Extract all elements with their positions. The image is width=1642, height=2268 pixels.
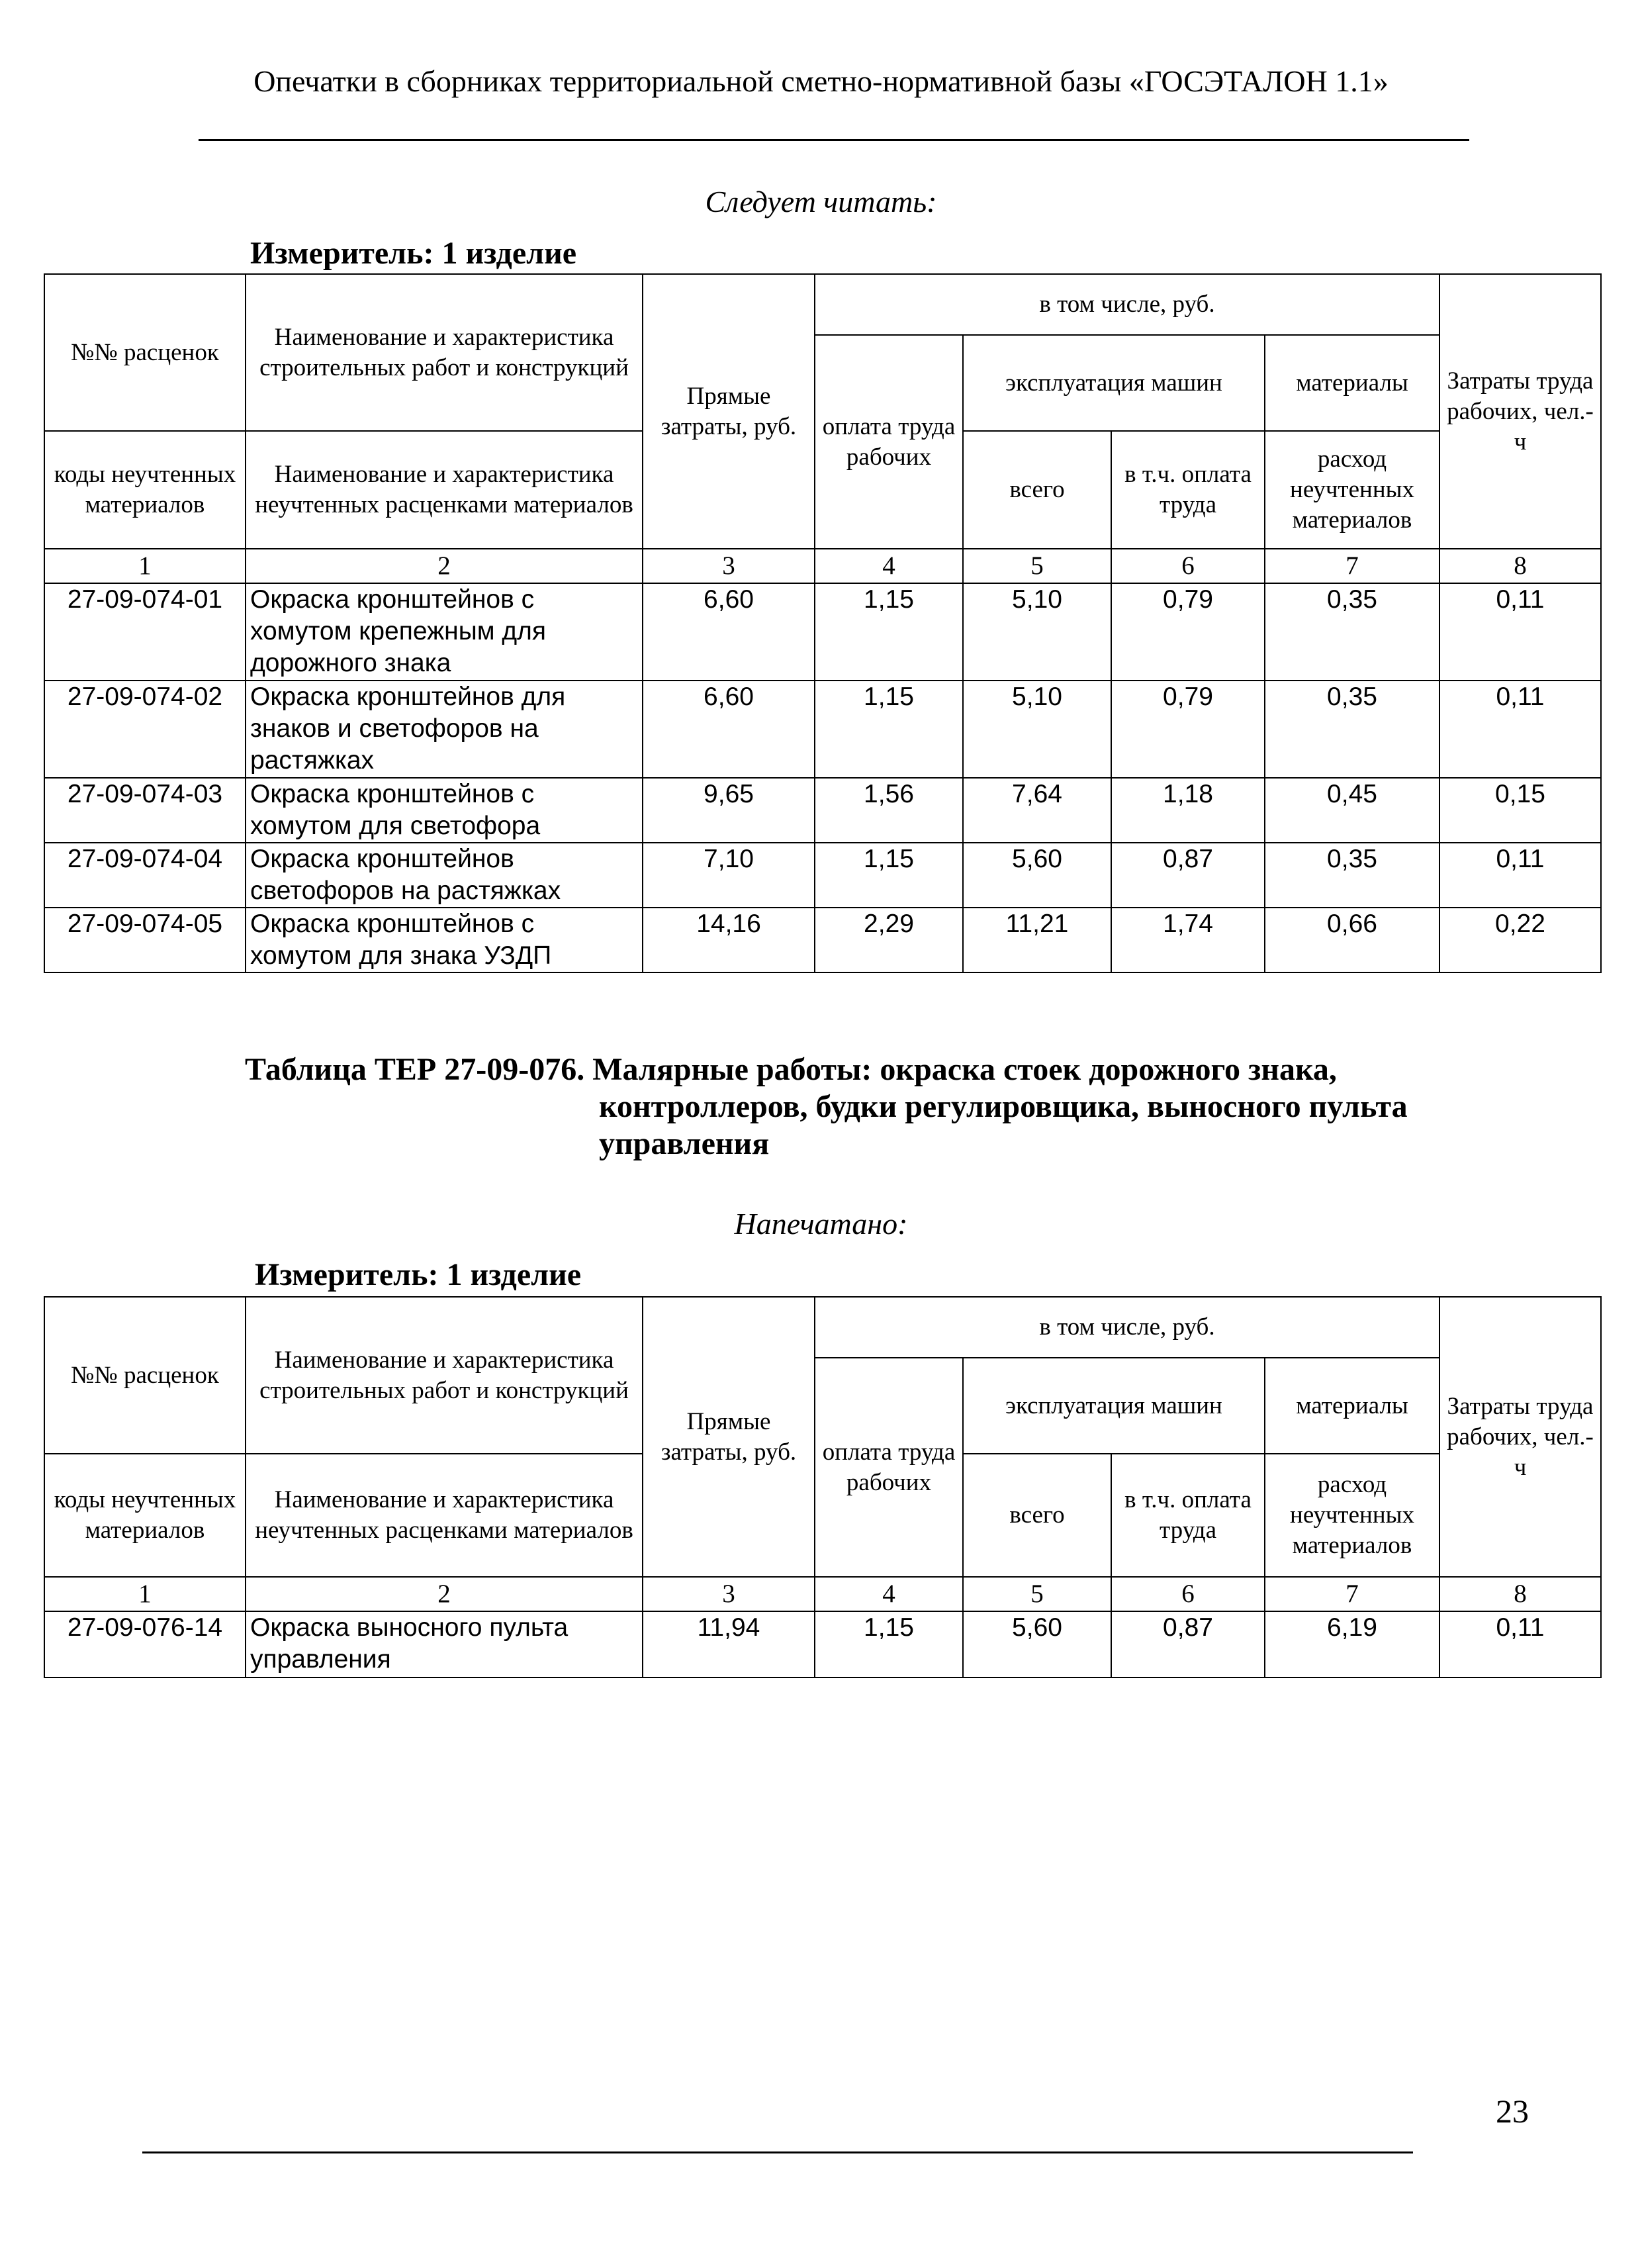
machines-total-value: 5,60 bbox=[963, 1611, 1111, 1677]
table-row bbox=[44, 778, 1601, 843]
incl-labor-value: 1,74 bbox=[1111, 908, 1265, 972]
col-header-machines: эксплуатация машин bbox=[963, 1358, 1265, 1454]
col-number: 5 bbox=[963, 1577, 1111, 1611]
table-row bbox=[44, 583, 1601, 681]
col-number: 1 bbox=[44, 549, 246, 583]
col-header-material-name: Наименование и характеристика неучтенных расценками материалов bbox=[246, 431, 643, 549]
machines-total-value: 11,21 bbox=[963, 908, 1111, 972]
section2-caption: Напечатано: bbox=[734, 1207, 908, 1241]
labor-cost-value: 0,11 bbox=[1439, 843, 1601, 908]
col-number: 2 bbox=[246, 1577, 643, 1611]
col-header-labor-cost: Затраты труда рабочих, чел.-ч bbox=[1439, 274, 1601, 549]
direct-cost-value: 7,10 bbox=[643, 843, 815, 908]
materials-value: 6,19 bbox=[1265, 1611, 1439, 1677]
header-rule bbox=[199, 139, 1469, 141]
col-number: 8 bbox=[1439, 549, 1601, 583]
table-title-line2: контроллеров, будки регулировщика, выносного пульта bbox=[599, 1089, 1408, 1124]
incl-labor-value: 0,79 bbox=[1111, 583, 1265, 681]
table-row bbox=[44, 843, 1601, 908]
labor-pay-value: 1,56 bbox=[815, 778, 963, 843]
col-header-materials: материалы bbox=[1265, 1358, 1439, 1454]
materials-value: 0,35 bbox=[1265, 583, 1439, 681]
labor-pay-value: 1,15 bbox=[815, 583, 963, 681]
table-title bbox=[245, 1051, 1408, 1162]
labor-cost-value: 0,22 bbox=[1439, 908, 1601, 972]
labor-pay-value: 1,15 bbox=[815, 1611, 963, 1677]
incl-labor-value: 0,87 bbox=[1111, 843, 1265, 908]
col-number: 7 bbox=[1265, 1577, 1439, 1611]
col-header-machines-total: всего bbox=[963, 1454, 1111, 1577]
col-header-rate-no: №№ расценок bbox=[44, 274, 246, 431]
col-number: 5 bbox=[963, 549, 1111, 583]
col-header-direct-costs: Прямые затраты, руб. bbox=[643, 1297, 815, 1577]
section1-measure: Измеритель: 1 изделие bbox=[250, 236, 577, 271]
col-number: 4 bbox=[815, 1577, 963, 1611]
table-row bbox=[44, 681, 1601, 778]
col-header-material-name: Наименование и характеристика неучтенных расценками материалов bbox=[246, 1454, 643, 1577]
labor-pay-value: 1,15 bbox=[815, 843, 963, 908]
work-description: Окраска кронштейнов с хомутом для светофора bbox=[246, 778, 643, 843]
col-header-work-name: Наименование и характеристика строительных работ и конструкций bbox=[246, 274, 643, 431]
table-title-line3: управления bbox=[599, 1126, 770, 1161]
direct-cost-value: 14,16 bbox=[643, 908, 815, 972]
table-title-line1: Таблица ТЕР 27-09-076. Малярные работы: окраска стоек дорожного знака, bbox=[245, 1052, 1337, 1087]
machines-total-value: 7,64 bbox=[963, 778, 1111, 843]
col-header-material-codes: коды неучтенных материалов bbox=[44, 431, 246, 549]
section1-caption: Следует читать: bbox=[705, 185, 937, 218]
col-header-material-consumption: расход неучтенных материалов bbox=[1265, 431, 1439, 549]
section1-table bbox=[44, 273, 1602, 973]
machines-total-value: 5,10 bbox=[963, 583, 1111, 681]
work-description: Окраска выносного пульта управления bbox=[246, 1611, 643, 1677]
col-header-labor-cost: Затраты труда рабочих, чел.-ч bbox=[1439, 1297, 1601, 1577]
direct-cost-value: 11,94 bbox=[643, 1611, 815, 1677]
materials-value: 0,35 bbox=[1265, 843, 1439, 908]
col-number: 8 bbox=[1439, 1577, 1601, 1611]
col-number: 6 bbox=[1111, 549, 1265, 583]
materials-value: 0,45 bbox=[1265, 778, 1439, 843]
labor-cost-value: 0,11 bbox=[1439, 681, 1601, 778]
col-header-material-codes: коды неучтенных материалов bbox=[44, 1454, 246, 1577]
materials-value: 0,66 bbox=[1265, 908, 1439, 972]
rate-code: 27-09-074-04 bbox=[44, 843, 246, 908]
table-row bbox=[44, 908, 1601, 972]
col-header-direct-costs: Прямые затраты, руб. bbox=[643, 274, 815, 549]
col-header-labor-pay: оплата труда рабочих bbox=[815, 1358, 963, 1577]
col-header-incl-labor: в т.ч. оплата труда bbox=[1111, 1454, 1265, 1577]
footer-rule bbox=[142, 2151, 1413, 2153]
col-header-labor-pay: оплата труда рабочих bbox=[815, 335, 963, 549]
col-number: 7 bbox=[1265, 549, 1439, 583]
work-description: Окраска кронштейнов с хомутом для знака УЗДП bbox=[246, 908, 643, 972]
col-header-incl-labor: в т.ч. оплата труда bbox=[1111, 431, 1265, 549]
col-header-including: в том числе, руб. bbox=[815, 274, 1439, 335]
machines-total-value: 5,60 bbox=[963, 843, 1111, 908]
machines-total-value: 5,10 bbox=[963, 681, 1111, 778]
incl-labor-value: 0,79 bbox=[1111, 681, 1265, 778]
work-description: Окраска кронштейнов с хомутом крепежным для дорожного знака bbox=[246, 583, 643, 681]
col-header-machines: эксплуатация машин bbox=[963, 335, 1265, 431]
section2-table bbox=[44, 1296, 1602, 1678]
direct-cost-value: 9,65 bbox=[643, 778, 815, 843]
work-description: Окраска кронштейнов для знаков и светофоров на растяжках bbox=[246, 681, 643, 778]
col-header-machines-total: всего bbox=[963, 431, 1111, 549]
incl-labor-value: 1,18 bbox=[1111, 778, 1265, 843]
labor-cost-value: 0,11 bbox=[1439, 583, 1601, 681]
col-header-material-consumption: расход неучтенных материалов bbox=[1265, 1454, 1439, 1577]
labor-cost-value: 0,11 bbox=[1439, 1611, 1601, 1677]
document-header-title: Опечатки в сборниках территориальной сметно-нормативной базы «ГОСЭТАЛОН 1.1» bbox=[253, 64, 1389, 98]
rate-code: 27-09-074-05 bbox=[44, 908, 246, 972]
col-header-rate-no: №№ расценок bbox=[44, 1297, 246, 1454]
col-header-materials: материалы bbox=[1265, 335, 1439, 431]
col-number: 4 bbox=[815, 549, 963, 583]
section2-measure: Измеритель: 1 изделие bbox=[255, 1257, 582, 1292]
col-number: 2 bbox=[246, 549, 643, 583]
col-number: 3 bbox=[643, 549, 815, 583]
labor-pay-value: 1,15 bbox=[815, 681, 963, 778]
col-number: 3 bbox=[643, 1577, 815, 1611]
rate-code: 27-09-074-03 bbox=[44, 778, 246, 843]
col-header-including: в том числе, руб. bbox=[815, 1297, 1439, 1358]
table-row bbox=[44, 1611, 1601, 1677]
col-number: 1 bbox=[44, 1577, 246, 1611]
direct-cost-value: 6,60 bbox=[643, 681, 815, 778]
work-description: Окраска кронштейнов светофоров на растяжках bbox=[246, 843, 643, 908]
rate-code: 27-09-076-14 bbox=[44, 1611, 246, 1677]
col-header-work-name: Наименование и характеристика строительных работ и конструкций bbox=[246, 1297, 643, 1454]
direct-cost-value: 6,60 bbox=[643, 583, 815, 681]
materials-value: 0,35 bbox=[1265, 681, 1439, 778]
labor-cost-value: 0,15 bbox=[1439, 778, 1601, 843]
rate-code: 27-09-074-01 bbox=[44, 583, 246, 681]
incl-labor-value: 0,87 bbox=[1111, 1611, 1265, 1677]
col-number: 6 bbox=[1111, 1577, 1265, 1611]
labor-pay-value: 2,29 bbox=[815, 908, 963, 972]
rate-code: 27-09-074-02 bbox=[44, 681, 246, 778]
page-number: 23 bbox=[1496, 2093, 1529, 2130]
